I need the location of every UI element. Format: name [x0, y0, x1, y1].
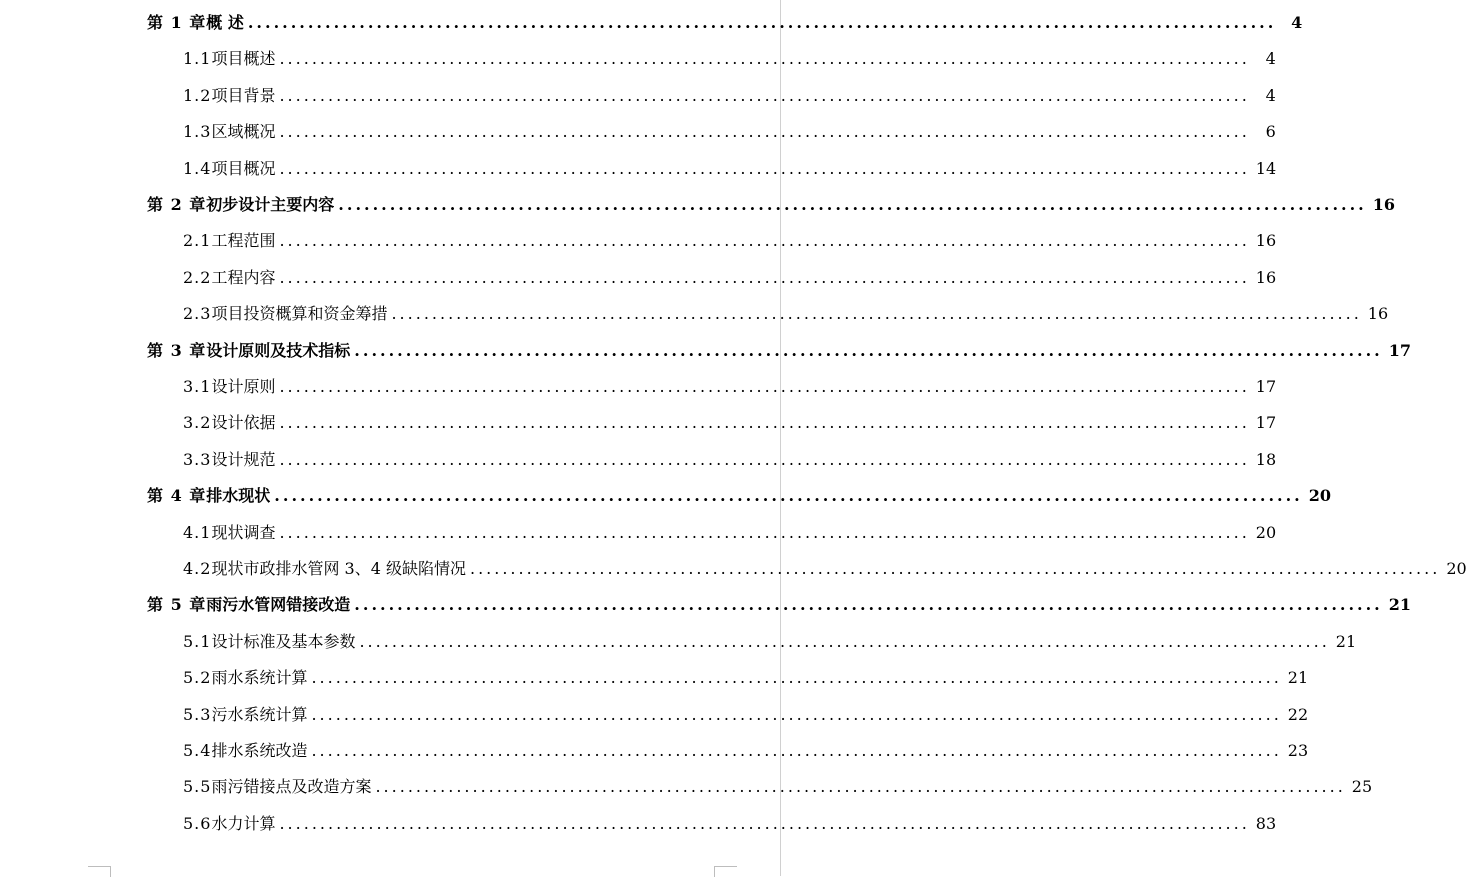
toc-page-number: 18 [1255, 450, 1277, 469]
toc-entry-title: 设计标准及基本参数 [211, 632, 356, 651]
toc-entry-title: 设计依据 [211, 413, 276, 432]
toc-dot-leader: ........................................................................................................................ [311, 705, 1282, 724]
toc-chapter-entry[interactable] [147, 484, 1331, 508]
toc-entry-number: 4.2 [183, 559, 212, 578]
toc-section-entry[interactable] [183, 157, 1277, 181]
toc-page-number: 23 [1287, 741, 1309, 760]
toc-page-number: 16 [1255, 268, 1277, 287]
toc-section-entry[interactable] [183, 229, 1277, 253]
page-corner-mark-left [88, 866, 111, 877]
toc-dot-leader: ........................................................................................................................ [279, 450, 1250, 469]
toc-entry-number: 1.2 [183, 86, 212, 105]
toc-entry-number: 5.6 [183, 814, 212, 833]
toc-entry-title: 排水系统改造 [211, 741, 308, 760]
toc-entry-number: 5.4 [183, 741, 212, 760]
toc-section-entry[interactable] [183, 739, 1309, 763]
toc-entry-number: 第 4 章 [147, 486, 207, 505]
toc-entry-number: 3.2 [183, 413, 212, 432]
toc-entry-number: 1.1 [183, 49, 212, 68]
toc-dot-leader: ........................................................................................................................ [279, 413, 1250, 432]
toc-page-number: 4 [1291, 13, 1303, 32]
toc-page-number: 17 [1255, 377, 1277, 396]
toc-chapter-entry[interactable] [147, 339, 1411, 363]
toc-entry-number: 4.1 [183, 523, 212, 542]
toc-entry-title: 工程内容 [211, 268, 276, 287]
toc-entry-title: 工程范围 [211, 231, 276, 250]
toc-entry-number: 5.2 [183, 668, 212, 687]
toc-entry-number: 5.5 [183, 777, 212, 796]
toc-section-entry[interactable] [183, 266, 1277, 290]
toc-entry-title: 现状调查 [211, 523, 276, 542]
toc-chapter-entry[interactable] [147, 193, 1395, 217]
toc-entry-title: 设计原则 [211, 377, 276, 396]
toc-dot-leader: ........................................................................................................................ [359, 632, 1330, 651]
toc-section-entry[interactable] [183, 812, 1277, 836]
toc-page-number: 21 [1388, 595, 1411, 614]
toc-page-number: 20 [1255, 523, 1277, 542]
toc-page-number: 6 [1265, 122, 1276, 141]
toc-entry-title: 初步设计主要内容 [206, 195, 335, 214]
page-corner-mark-right [714, 866, 737, 877]
toc-entry-number: 第 5 章 [147, 595, 207, 614]
toc-section-entry[interactable] [183, 411, 1277, 435]
toc-entry-title: 设计原则及技术指标 [206, 341, 351, 360]
toc-page-number: 21 [1335, 632, 1357, 651]
toc-dot-leader: ........................................................................................................................ [311, 741, 1282, 760]
toc-entry-title: 现状市政排水管网 3、4 级缺陷情况 [211, 559, 466, 578]
toc-entry-title: 设计规范 [211, 450, 276, 469]
toc-entry-number: 5.1 [183, 632, 212, 651]
toc-section-entry[interactable] [183, 666, 1309, 690]
toc-entry-number: 5.3 [183, 705, 212, 724]
toc-section-entry[interactable] [183, 775, 1373, 799]
toc-entry-title: 区域概况 [211, 122, 276, 141]
toc-page-number: 4 [1265, 49, 1276, 68]
toc-dot-leader: ........................................................................................................................ [311, 668, 1282, 687]
toc-page-number: 20 [1308, 486, 1331, 505]
toc-section-entry[interactable] [183, 84, 1276, 108]
toc-chapter-entry[interactable] [147, 11, 1303, 35]
toc-dot-leader: ........................................................................................................................ [470, 559, 1441, 578]
toc-dot-leader: ........................................................................................................................ [354, 341, 1383, 360]
toc-entry-number: 3.1 [183, 377, 212, 396]
toc-entry-title: 雨污错接点及改造方案 [211, 777, 372, 796]
toc-page-number: 16 [1367, 304, 1389, 323]
toc-entry-title: 雨污水管网错接改造 [206, 595, 351, 614]
toc-entry-title: 项目背景 [211, 86, 276, 105]
toc-dot-leader: ........................................................................................................................ [279, 231, 1250, 250]
toc-page-number: 17 [1388, 341, 1411, 360]
toc-section-entry[interactable] [183, 557, 1467, 581]
toc-section-entry[interactable] [183, 630, 1357, 654]
toc-page-number: 25 [1351, 777, 1373, 796]
toc-entry-title: 雨水系统计算 [211, 668, 308, 687]
toc-page-number: 16 [1372, 195, 1395, 214]
toc-dot-leader: ........................................................................................................................ [279, 49, 1250, 68]
toc-dot-leader: ........................................................................................................................ [375, 777, 1346, 796]
toc-dot-leader: ........................................................................................................................ [338, 195, 1367, 214]
toc-entry-number: 1.4 [183, 159, 212, 178]
toc-entry-number: 2.2 [183, 268, 212, 287]
toc-dot-leader: ........................................................................................................................ [274, 486, 1303, 505]
toc-dot-leader: ........................................................................................................................ [279, 86, 1250, 105]
toc-entry-title: 排水现状 [206, 486, 271, 505]
toc-entry-number: 2.1 [183, 231, 212, 250]
toc-entry-title: 项目投资概算和资金筹措 [211, 304, 388, 323]
toc-dot-leader: ........................................................................................................................ [279, 377, 1250, 396]
toc-page-number: 17 [1255, 413, 1277, 432]
toc-dot-leader: ........................................................................................................................ [279, 122, 1250, 141]
toc-section-entry[interactable] [183, 448, 1277, 472]
toc-dot-leader: ........................................................................................................................ [391, 304, 1362, 323]
toc-entry-number: 2.3 [183, 304, 212, 323]
toc-page-number: 20 [1446, 559, 1467, 578]
toc-dot-leader: ........................................................................................................................ [279, 159, 1250, 178]
toc-chapter-entry[interactable] [147, 593, 1411, 617]
toc-dot-leader: ........................................................................................................................ [279, 523, 1250, 542]
toc-page-number: 4 [1265, 86, 1276, 105]
toc-entry-title: 项目概况 [211, 159, 276, 178]
toc-entry-number: 1.3 [183, 122, 212, 141]
toc-dot-leader: ........................................................................................................................ [354, 595, 1383, 614]
toc-entry-title: 概 述 [206, 13, 244, 32]
toc-page-number: 21 [1287, 668, 1309, 687]
toc-entry-number: 3.3 [183, 450, 212, 469]
toc-page-number: 16 [1255, 231, 1277, 250]
toc-entry-number: 第 1 章 [147, 13, 207, 32]
toc-section-entry[interactable] [183, 375, 1277, 399]
toc-section-entry[interactable] [183, 47, 1276, 71]
toc-entry-title: 污水系统计算 [211, 705, 308, 724]
toc-section-entry[interactable] [183, 120, 1276, 144]
toc-section-entry[interactable] [183, 302, 1389, 326]
toc-section-entry[interactable] [183, 521, 1277, 545]
toc-entry-number: 第 2 章 [147, 195, 207, 214]
toc-dot-leader: ........................................................................................................................ [247, 13, 1277, 32]
toc-entry-number: 第 3 章 [147, 341, 207, 360]
toc-section-entry[interactable] [183, 703, 1309, 727]
toc-dot-leader: ........................................................................................................................ [279, 268, 1250, 287]
toc-page-number: 83 [1255, 814, 1277, 833]
toc-page-number: 14 [1255, 159, 1277, 178]
toc-dot-leader: ........................................................................................................................ [279, 814, 1250, 833]
toc-page-number: 22 [1287, 705, 1309, 724]
toc-entry-title: 项目概述 [211, 49, 276, 68]
toc-entry-title: 水力计算 [211, 814, 276, 833]
